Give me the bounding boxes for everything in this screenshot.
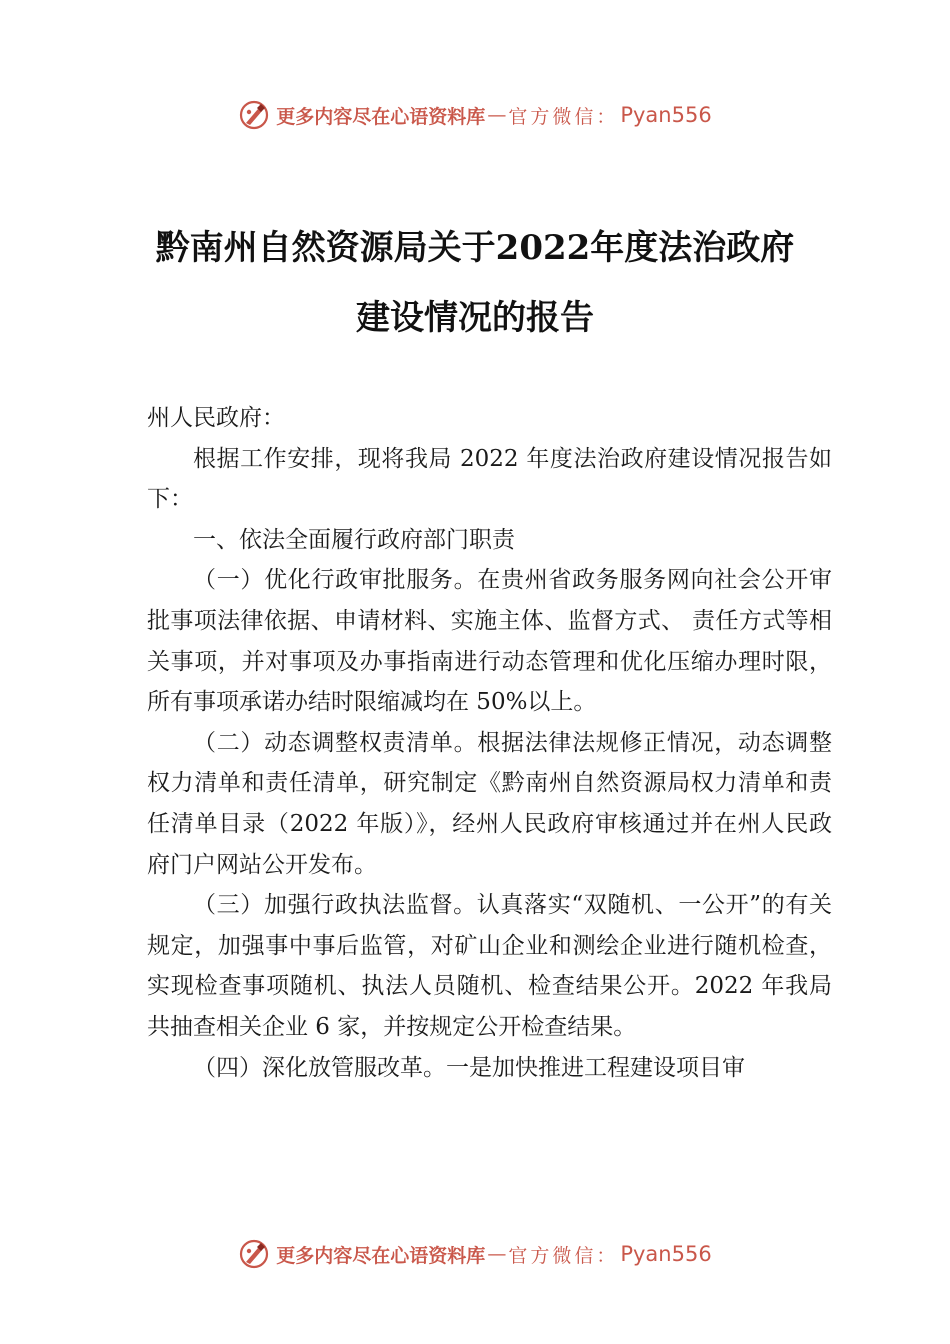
- paragraph-approval-service: （一）优化行政审批服务。在贵州省政务服务网向社会公开审批事项法律依据、申请材料、实施主体、监督方式、 责任方式等相关事项，并对事项及办事指南进行动态管理和优化压缩办理时限，所有事项承诺办结时限缩减均在 50%以上。: [147, 567, 832, 716]
- watermark-wechat-id: Pyan556: [620, 1242, 712, 1266]
- document-title-line1: 黔南州自然资源局关于2022年度法治政府: [155, 228, 795, 268]
- document-title-line2: 建设情况的报告: [356, 298, 594, 338]
- paragraph-intro: 根据工作安排，现将我局 2022 年度法治政府建设情况报告如下：: [147, 445, 832, 513]
- paragraph-power-list: （二）动态调整权责清单。根据法律法规修正情况，动态调整权力清单和责任清单，研究制定《黔南州自然资源局权力清单和责任清单目录（2022 年版）》，经州人民政府审核通过并在州人民政府门户网站公开发布。: [147, 729, 832, 878]
- watermark-wechat-id: Pyan556: [620, 103, 712, 127]
- watermark-main-text: 更多内容尽在心语资料库: [276, 105, 486, 128]
- watermark-main-text: 更多内容尽在心语资料库: [276, 1244, 486, 1267]
- watermark-header: [0, 95, 950, 135]
- watermark-wechat-label: 官方微信：: [508, 1244, 619, 1267]
- salutation: 州人民政府：: [147, 405, 285, 431]
- paragraph-reform: （四）深化放管服改革。一是加快推进工程建设项目审: [193, 1054, 745, 1081]
- document-body: [147, 398, 832, 1088]
- paragraph-enforcement: （三）加强行政执法监督。认真落实“双随机、一公开”的有关规定，加强事中事后监管，对矿山企业和测绘企业进行随机检查，实现检查事项随机、执法人员随机、检查结果公开。2022 年我局共抽查相关企业 6 家，并按规定公开检查结果。: [147, 892, 832, 1040]
- watermark-logo-icon: [238, 1238, 270, 1270]
- watermark-wechat-label: 官方微信：: [508, 105, 619, 128]
- watermark-separator: —: [487, 1243, 507, 1265]
- watermark-footer: [0, 1234, 950, 1274]
- watermark-separator: —: [487, 104, 507, 126]
- watermark-logo-icon: [238, 99, 270, 131]
- section-heading-1: 一、依法全面履行政府部门职责: [193, 526, 515, 553]
